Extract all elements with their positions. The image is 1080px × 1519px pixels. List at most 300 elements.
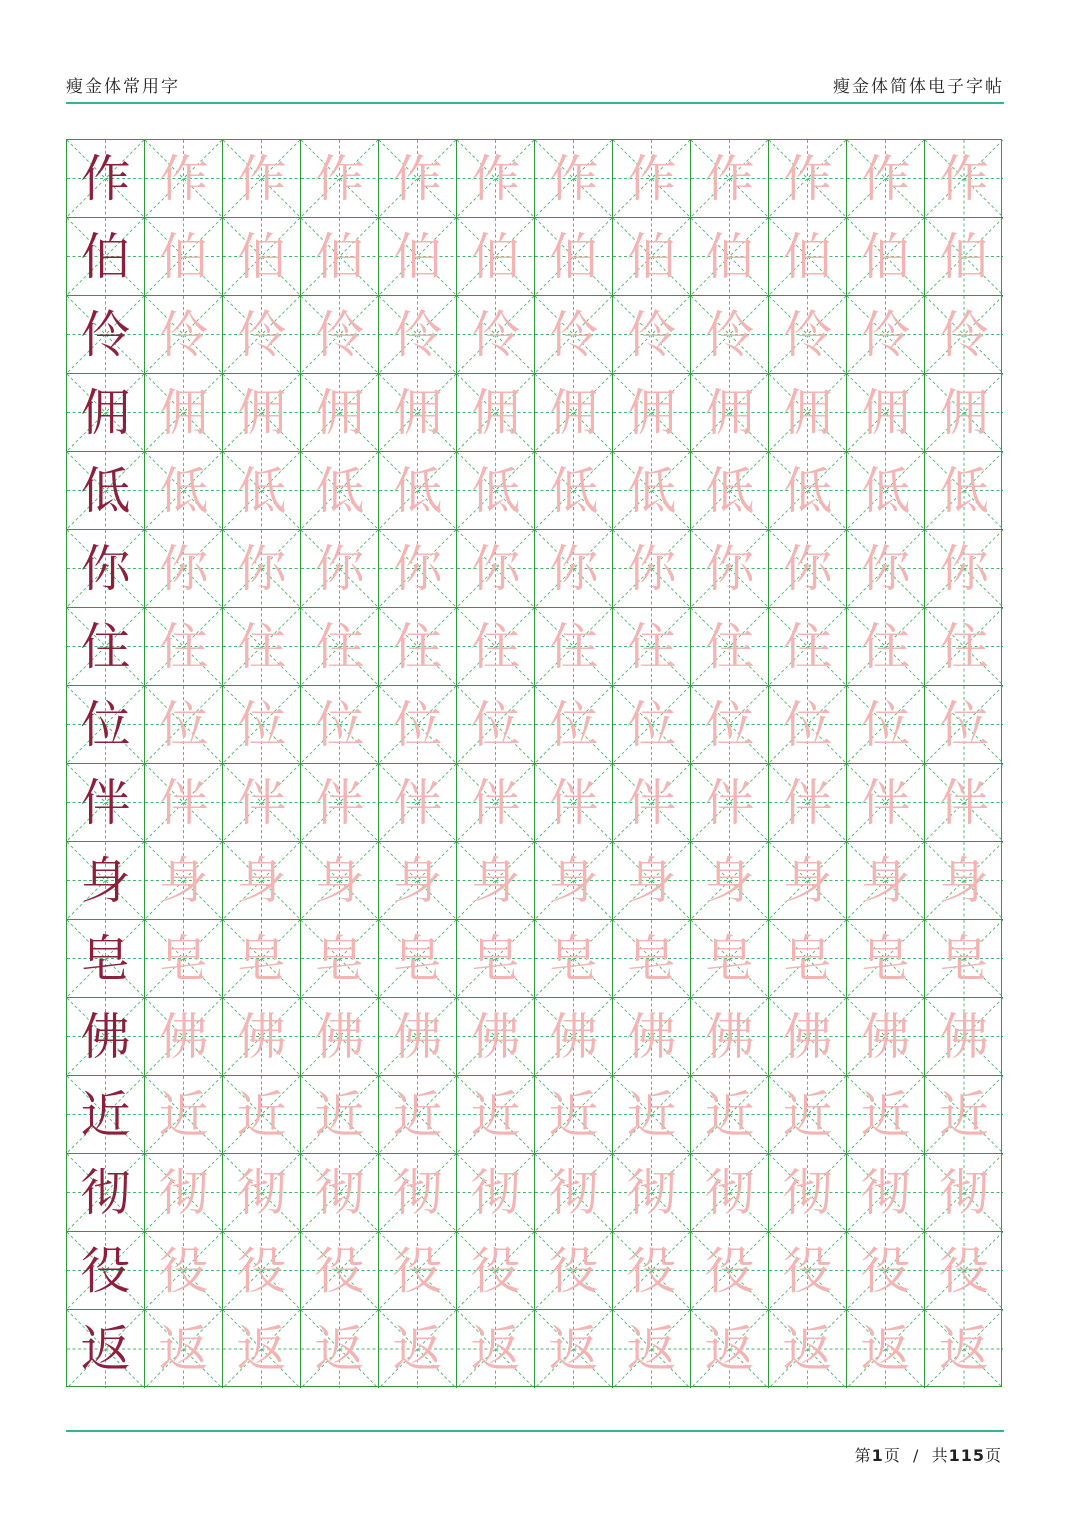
trace-cell <box>145 452 223 530</box>
trace-cell <box>691 608 769 686</box>
trace-character: 伴 <box>470 773 521 832</box>
practice-grid <box>66 139 1002 1387</box>
trace-character: 身 <box>158 851 209 910</box>
trace-cell <box>457 1154 535 1232</box>
trace-character: 作 <box>470 149 521 208</box>
trace-character: 佣 <box>782 383 833 442</box>
trace-cell <box>925 1310 1003 1388</box>
trace-cell <box>613 218 691 296</box>
trace-character: 近 <box>392 1085 443 1144</box>
trace-cell <box>457 452 535 530</box>
trace-character: 你 <box>236 539 287 598</box>
trace-character: 佛 <box>548 1007 599 1066</box>
trace-character: 作 <box>314 149 365 208</box>
trace-character: 佛 <box>782 1007 833 1066</box>
trace-character: 返 <box>392 1320 443 1378</box>
model-cell <box>67 452 145 530</box>
trace-cell <box>769 1232 847 1310</box>
trace-character: 住 <box>314 617 365 676</box>
trace-cell <box>379 608 457 686</box>
trace-character: 作 <box>860 149 911 208</box>
trace-character: 近 <box>548 1085 599 1144</box>
trace-cell <box>535 1310 613 1388</box>
trace-character: 皂 <box>704 929 755 988</box>
trace-cell <box>301 920 379 998</box>
trace-character: 返 <box>626 1320 677 1378</box>
trace-character: 低 <box>392 461 443 520</box>
trace-cell <box>925 374 1003 452</box>
model-cell <box>67 1310 145 1388</box>
trace-character: 彻 <box>158 1163 209 1222</box>
trace-cell <box>223 842 301 920</box>
trace-character: 伶 <box>314 305 365 364</box>
model-cell <box>67 374 145 452</box>
trace-character: 住 <box>236 617 287 676</box>
model-cell <box>67 1076 145 1154</box>
trace-cell <box>847 920 925 998</box>
trace-character: 低 <box>626 461 677 520</box>
trace-character: 役 <box>236 1241 287 1300</box>
trace-cell <box>535 608 613 686</box>
trace-cell <box>379 842 457 920</box>
trace-cell <box>691 686 769 764</box>
trace-character: 佣 <box>626 383 677 442</box>
trace-character: 位 <box>704 695 755 754</box>
trace-character: 伯 <box>860 227 911 286</box>
trace-cell <box>379 140 457 218</box>
trace-cell <box>223 218 301 296</box>
trace-cell <box>613 998 691 1076</box>
trace-cell <box>769 1154 847 1232</box>
trace-character: 佛 <box>626 1007 677 1066</box>
trace-cell <box>613 1310 691 1388</box>
trace-character: 作 <box>158 149 209 208</box>
trace-character: 役 <box>860 1241 911 1300</box>
trace-character: 位 <box>626 695 677 754</box>
trace-cell <box>379 218 457 296</box>
trace-character: 你 <box>314 539 365 598</box>
trace-character: 位 <box>158 695 209 754</box>
trace-cell <box>925 1232 1003 1310</box>
trace-cell <box>457 608 535 686</box>
trace-character: 役 <box>158 1241 209 1300</box>
page-suffix: 页 <box>883 1446 901 1465</box>
header-divider <box>66 102 1004 104</box>
trace-character: 位 <box>782 695 833 754</box>
trace-character: 伴 <box>548 773 599 832</box>
trace-character: 佛 <box>704 1007 755 1066</box>
trace-cell <box>613 686 691 764</box>
trace-cell <box>925 140 1003 218</box>
trace-cell <box>145 530 223 608</box>
trace-cell <box>847 842 925 920</box>
header-right-title: 瘦金体简体电子字帖 <box>833 77 1004 97</box>
trace-character: 返 <box>939 1320 989 1378</box>
trace-cell <box>613 1232 691 1310</box>
trace-character: 皂 <box>392 929 443 988</box>
trace-cell <box>379 452 457 530</box>
trace-cell <box>613 842 691 920</box>
trace-cell <box>535 530 613 608</box>
trace-character: 彻 <box>939 1163 989 1222</box>
trace-character: 皂 <box>782 929 833 988</box>
trace-character: 作 <box>236 149 287 208</box>
trace-character: 你 <box>470 539 521 598</box>
trace-character: 伶 <box>392 305 443 364</box>
trace-cell <box>379 998 457 1076</box>
trace-character: 身 <box>704 851 755 910</box>
trace-character: 佣 <box>548 383 599 442</box>
trace-character: 伯 <box>236 227 287 286</box>
trace-cell <box>847 686 925 764</box>
trace-character: 伶 <box>548 305 599 364</box>
trace-cell <box>223 374 301 452</box>
trace-cell <box>691 920 769 998</box>
trace-cell <box>769 998 847 1076</box>
model-character: 伶 <box>80 305 131 364</box>
trace-character: 佣 <box>704 383 755 442</box>
model-character: 近 <box>80 1085 131 1144</box>
trace-character: 身 <box>236 851 287 910</box>
trace-character: 伴 <box>860 773 911 832</box>
trace-cell <box>535 764 613 842</box>
trace-cell <box>847 1310 925 1388</box>
trace-character: 皂 <box>158 929 209 988</box>
trace-cell <box>223 140 301 218</box>
trace-cell <box>535 140 613 218</box>
trace-character: 役 <box>314 1241 365 1300</box>
trace-character: 彻 <box>548 1163 599 1222</box>
trace-cell <box>925 764 1003 842</box>
trace-cell <box>769 1076 847 1154</box>
trace-cell <box>301 1076 379 1154</box>
trace-character: 身 <box>782 851 833 910</box>
trace-cell <box>457 920 535 998</box>
model-cell <box>67 686 145 764</box>
trace-cell <box>769 842 847 920</box>
trace-character: 伶 <box>158 305 209 364</box>
trace-cell <box>145 140 223 218</box>
trace-cell <box>379 920 457 998</box>
trace-cell <box>769 920 847 998</box>
trace-character: 伯 <box>704 227 755 286</box>
trace-character: 伴 <box>782 773 833 832</box>
trace-character: 身 <box>314 851 365 910</box>
trace-character: 彻 <box>236 1163 287 1222</box>
trace-character: 佣 <box>236 383 287 442</box>
trace-character: 伶 <box>939 305 989 364</box>
trace-cell <box>691 452 769 530</box>
trace-character: 佛 <box>392 1007 443 1066</box>
trace-cell <box>457 1076 535 1154</box>
trace-cell <box>145 1310 223 1388</box>
trace-cell <box>145 1076 223 1154</box>
trace-cell <box>145 218 223 296</box>
trace-character: 佛 <box>939 1007 989 1066</box>
model-cell <box>67 920 145 998</box>
trace-cell <box>847 608 925 686</box>
trace-character: 伴 <box>314 773 365 832</box>
trace-cell <box>691 1232 769 1310</box>
trace-cell <box>301 998 379 1076</box>
trace-character: 役 <box>392 1241 443 1300</box>
trace-cell <box>301 530 379 608</box>
trace-character: 你 <box>782 539 833 598</box>
trace-cell <box>691 218 769 296</box>
trace-cell <box>223 764 301 842</box>
model-cell <box>67 1154 145 1232</box>
model-cell <box>67 218 145 296</box>
page-number: 1 <box>871 1446 884 1465</box>
trace-character: 役 <box>548 1241 599 1300</box>
trace-character: 皂 <box>626 929 677 988</box>
trace-character: 身 <box>392 851 443 910</box>
trace-cell <box>457 218 535 296</box>
model-character: 伯 <box>80 227 131 286</box>
model-cell <box>67 296 145 374</box>
trace-character: 佛 <box>236 1007 287 1066</box>
trace-character: 伯 <box>470 227 521 286</box>
page-prefix: 第 <box>854 1446 872 1465</box>
trace-character: 伴 <box>392 773 443 832</box>
trace-cell <box>535 296 613 374</box>
trace-cell <box>457 530 535 608</box>
trace-cell <box>145 686 223 764</box>
trace-character: 身 <box>470 851 521 910</box>
trace-character: 位 <box>314 695 365 754</box>
trace-character: 住 <box>860 617 911 676</box>
trace-cell <box>613 374 691 452</box>
trace-cell <box>379 296 457 374</box>
trace-character: 低 <box>782 461 833 520</box>
trace-character: 你 <box>704 539 755 598</box>
trace-cell <box>223 296 301 374</box>
trace-cell <box>769 452 847 530</box>
trace-character: 伯 <box>782 227 833 286</box>
trace-cell <box>847 218 925 296</box>
trace-character: 伴 <box>626 773 677 832</box>
trace-character: 身 <box>860 851 911 910</box>
trace-character: 伶 <box>236 305 287 364</box>
trace-cell <box>301 374 379 452</box>
trace-character: 彻 <box>470 1163 521 1222</box>
trace-cell <box>457 1232 535 1310</box>
trace-cell <box>847 374 925 452</box>
trace-cell <box>535 1232 613 1310</box>
trace-character: 役 <box>704 1241 755 1300</box>
trace-cell <box>301 686 379 764</box>
trace-cell <box>925 452 1003 530</box>
trace-cell <box>925 218 1003 296</box>
trace-cell <box>613 140 691 218</box>
trace-character: 住 <box>782 617 833 676</box>
trace-cell <box>535 1154 613 1232</box>
trace-cell <box>145 1232 223 1310</box>
trace-character: 佣 <box>392 383 443 442</box>
trace-character: 位 <box>860 695 911 754</box>
trace-cell <box>925 530 1003 608</box>
trace-character: 佣 <box>470 383 521 442</box>
trace-cell <box>379 1310 457 1388</box>
trace-cell <box>223 920 301 998</box>
trace-cell <box>613 1076 691 1154</box>
trace-character: 佛 <box>158 1007 209 1066</box>
trace-cell <box>301 218 379 296</box>
model-character: 你 <box>80 539 131 598</box>
trace-character: 你 <box>548 539 599 598</box>
trace-cell <box>535 1076 613 1154</box>
trace-character: 彻 <box>392 1163 443 1222</box>
trace-cell <box>769 218 847 296</box>
trace-cell <box>145 842 223 920</box>
trace-cell <box>145 374 223 452</box>
trace-cell <box>535 686 613 764</box>
trace-character: 低 <box>470 461 521 520</box>
trace-cell <box>847 1232 925 1310</box>
trace-character: 你 <box>158 539 209 598</box>
model-cell <box>67 1232 145 1310</box>
trace-cell <box>223 1076 301 1154</box>
trace-character: 伶 <box>470 305 521 364</box>
model-cell <box>67 530 145 608</box>
trace-character: 皂 <box>939 929 989 988</box>
trace-character: 返 <box>158 1320 209 1378</box>
trace-character: 彻 <box>314 1163 365 1222</box>
trace-cell <box>613 1154 691 1232</box>
trace-cell <box>301 1232 379 1310</box>
trace-character: 近 <box>158 1085 209 1144</box>
trace-character: 伴 <box>236 773 287 832</box>
model-cell <box>67 842 145 920</box>
trace-character: 位 <box>236 695 287 754</box>
trace-cell <box>145 296 223 374</box>
trace-character: 低 <box>314 461 365 520</box>
model-character: 作 <box>80 149 131 208</box>
trace-character: 伴 <box>939 773 989 832</box>
trace-character: 位 <box>470 695 521 754</box>
header-left-title: 瘦金体常用字 <box>66 77 180 97</box>
trace-cell <box>847 1154 925 1232</box>
model-character: 返 <box>80 1320 131 1378</box>
trace-cell <box>457 1310 535 1388</box>
trace-character: 位 <box>939 695 989 754</box>
trace-character: 伶 <box>860 305 911 364</box>
trace-cell <box>535 842 613 920</box>
trace-character: 皂 <box>470 929 521 988</box>
trace-character: 住 <box>939 617 989 676</box>
model-character: 佣 <box>80 383 131 442</box>
trace-cell <box>691 764 769 842</box>
trace-cell <box>301 452 379 530</box>
trace-cell <box>847 452 925 530</box>
trace-cell <box>379 374 457 452</box>
trace-cell <box>457 998 535 1076</box>
trace-cell <box>379 1232 457 1310</box>
total-suffix: 页 <box>984 1446 1002 1465</box>
trace-character: 伯 <box>314 227 365 286</box>
trace-character: 作 <box>392 149 443 208</box>
trace-character: 役 <box>939 1241 989 1300</box>
trace-character: 低 <box>158 461 209 520</box>
trace-character: 你 <box>626 539 677 598</box>
trace-cell <box>301 1154 379 1232</box>
model-character: 住 <box>80 617 131 676</box>
trace-character: 低 <box>548 461 599 520</box>
model-character: 低 <box>80 461 131 520</box>
trace-character: 佣 <box>158 383 209 442</box>
trace-character: 你 <box>392 539 443 598</box>
page-separator: / <box>913 1446 920 1465</box>
model-character: 身 <box>80 851 131 910</box>
trace-cell <box>223 998 301 1076</box>
trace-cell <box>223 452 301 530</box>
trace-character: 作 <box>782 149 833 208</box>
trace-character: 位 <box>548 695 599 754</box>
trace-character: 役 <box>470 1241 521 1300</box>
trace-cell <box>925 296 1003 374</box>
trace-character: 皂 <box>860 929 911 988</box>
trace-cell <box>613 452 691 530</box>
trace-cell <box>691 1076 769 1154</box>
trace-character: 近 <box>939 1085 989 1144</box>
trace-cell <box>769 1310 847 1388</box>
trace-character: 伴 <box>704 773 755 832</box>
trace-character: 低 <box>860 461 911 520</box>
trace-character: 近 <box>470 1085 521 1144</box>
trace-character: 你 <box>939 539 989 598</box>
trace-cell <box>769 530 847 608</box>
trace-cell <box>145 920 223 998</box>
trace-cell <box>613 296 691 374</box>
trace-cell <box>379 1076 457 1154</box>
trace-cell <box>301 296 379 374</box>
trace-character: 伯 <box>158 227 209 286</box>
trace-character: 你 <box>860 539 911 598</box>
trace-character: 返 <box>860 1320 911 1378</box>
trace-cell <box>301 1310 379 1388</box>
trace-character: 伶 <box>626 305 677 364</box>
trace-character: 伶 <box>782 305 833 364</box>
trace-character: 住 <box>548 617 599 676</box>
trace-cell <box>223 530 301 608</box>
trace-cell <box>301 842 379 920</box>
trace-cell <box>535 920 613 998</box>
trace-cell <box>301 608 379 686</box>
trace-cell <box>691 842 769 920</box>
trace-character: 作 <box>626 149 677 208</box>
trace-character: 伯 <box>392 227 443 286</box>
trace-cell <box>145 764 223 842</box>
trace-cell <box>301 140 379 218</box>
trace-cell <box>769 686 847 764</box>
trace-character: 住 <box>470 617 521 676</box>
trace-character: 返 <box>782 1320 833 1378</box>
trace-cell <box>223 686 301 764</box>
trace-cell <box>379 530 457 608</box>
trace-character: 佣 <box>314 383 365 442</box>
trace-cell <box>769 296 847 374</box>
trace-cell <box>613 530 691 608</box>
trace-character: 彻 <box>704 1163 755 1222</box>
trace-character: 佛 <box>860 1007 911 1066</box>
trace-character: 作 <box>939 149 989 208</box>
trace-cell <box>301 764 379 842</box>
trace-cell <box>223 608 301 686</box>
trace-cell <box>535 374 613 452</box>
model-character: 位 <box>80 695 131 754</box>
trace-cell <box>691 530 769 608</box>
trace-cell <box>691 296 769 374</box>
